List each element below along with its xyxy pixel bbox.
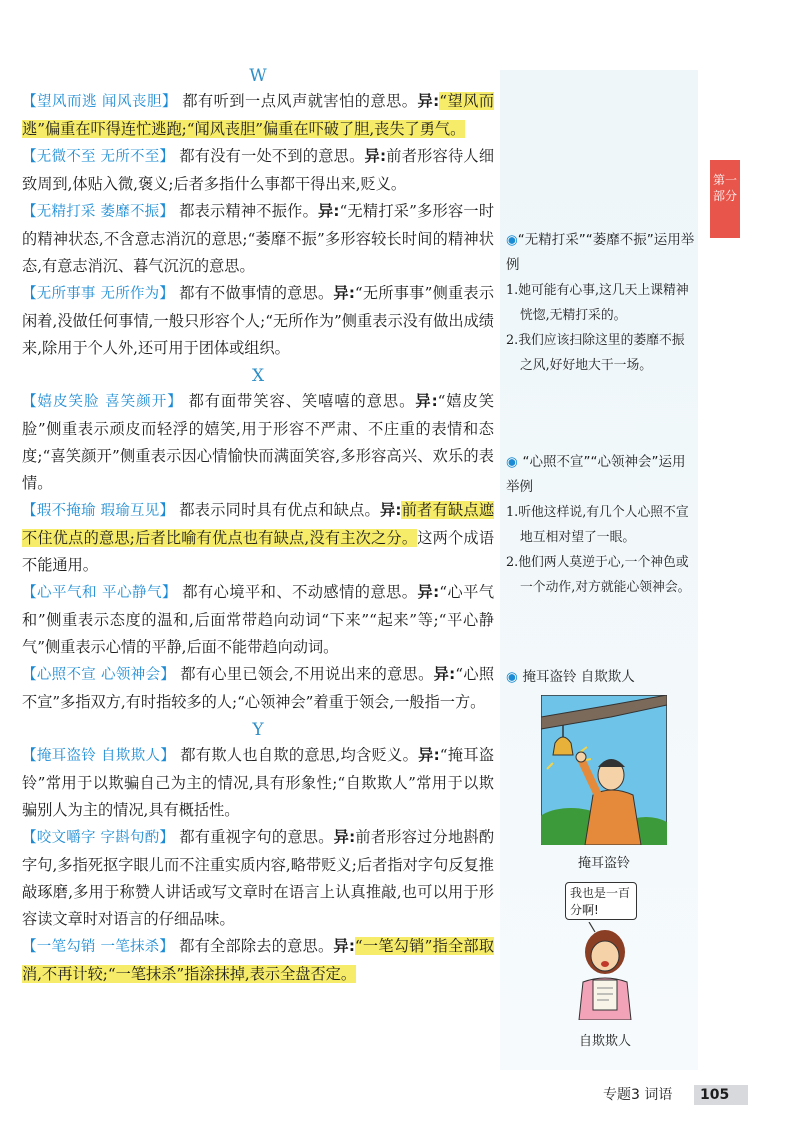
- entry-common: 都有听到一点风声就害怕的意思。: [182, 92, 418, 110]
- entry-term: 【瑕不掩瑜 瑕瑜互见】: [22, 503, 175, 519]
- bullet-icon: ◉: [506, 454, 523, 470]
- entry-diff: “无所事事”侧重表示闲着,没做任何事情,一般只形容个人;“无所作为”侧重表示没有做出成绩来,除用于个人外,还可用于团体或组织。: [22, 284, 495, 357]
- page-number: 105: [694, 1085, 748, 1105]
- entry-yi-label: 异:: [318, 202, 340, 220]
- part-tab: 第一部分: [710, 160, 740, 238]
- note-illustration-heading: [506, 665, 696, 690]
- speech-bubble: 我也是一百分啊!: [565, 882, 637, 920]
- entry-common: 都表示精神不振作。: [179, 202, 318, 220]
- entry-diff: “心平气和”侧重表示态度的温和,后面常带趋向动词“下来”“起来”等;“平心静气”侧重表示心情的平静,后面不能带趋向动词。: [22, 583, 495, 656]
- entry-diff: 前者形容待人细致周到,体贴入微,褒义;后者多指什么事都干得出来,贬义。: [22, 147, 495, 193]
- note-usage-2: [506, 450, 696, 600]
- entry-common: 都有全部除去的意思。: [179, 937, 334, 955]
- entry-yi-label: 异:: [433, 665, 456, 683]
- note-heading: [506, 665, 696, 690]
- entry-common: 都有心境平和、不动感情的意思。: [182, 583, 418, 601]
- entry-common: 都有不做事情的意思。: [179, 284, 334, 302]
- entry-yi-label: 异:: [418, 746, 440, 764]
- note-heading-text: “无精打采”“萎靡不振”运用举例: [506, 232, 695, 273]
- entry-term: 【心照不宣 心领神会】: [22, 667, 176, 683]
- entry-diff-highlight: 前者有缺点遮不住优点的意思;后者比喻有优点也有缺点,没有主次之分。: [22, 501, 495, 547]
- entry-common: 都有没有一处不到的意思。: [179, 147, 365, 165]
- entry-0: [22, 88, 494, 143]
- main-column: [22, 62, 494, 988]
- entry-yi-label: 异:: [333, 828, 356, 846]
- illustration-girl-score: [565, 922, 645, 1020]
- illustration-caption-1: 掩耳盗铃: [577, 856, 630, 871]
- note-example: 2.我们应该扫除这里的萎靡不振之风,好好地大干一场。: [506, 333, 685, 373]
- entry-term: 【无精打采 萎靡不振】: [22, 204, 175, 220]
- entry-term: 【无微不至 无所不至】: [22, 149, 175, 165]
- entry-term: 【心平气和 平心静气】: [22, 585, 177, 601]
- entry-term: 【望风而逃 闻风丧胆】: [22, 94, 177, 110]
- entry-yi-label: 异:: [417, 92, 440, 110]
- page-footer: [0, 1085, 800, 1105]
- entry-6: [22, 579, 494, 661]
- section-letter-w: W: [249, 66, 267, 86]
- entry-7: [22, 661, 494, 716]
- entry-term: 【咬文嚼字 字斟句酌】: [22, 830, 175, 846]
- entry-diff: “无精打采”多形容一时的精神状态,不含意志消沉的意思;“萎靡不振”多形容较长时间的精神状态,有意志消沉、暮气沉沉的意思。: [22, 202, 495, 275]
- entry-10: [22, 933, 494, 988]
- entry-common: 都有心里已领会,不用说出来的意思。: [180, 665, 434, 683]
- entry-term: 【一笔勾销 一笔抹杀】: [22, 939, 175, 955]
- section-letter-x: X: [251, 366, 265, 386]
- note-example: 1.听他这样说,有几个人心照不宣地互相对望了一眼。: [506, 505, 689, 545]
- note-example: 1.她可能有心事,这几天上课精神恍惚,无精打采的。: [506, 283, 689, 323]
- entry-diff: “嬉皮笑脸”侧重表示顽皮而轻浮的嬉笑,用于形容不严肃、不庄重的表情和态度;“喜笑颜开”侧重表示因心情愉快而满面笑容,多形容高兴、欢乐的表情。: [22, 392, 495, 492]
- entry-diff-highlight: “望风而逃”偏重在吓得连忙逃跑;“闻风丧胆”偏重在吓破了胆,丧失了勇气。: [22, 92, 495, 138]
- entry-yi-label: 异:: [417, 583, 440, 601]
- note-heading: [506, 228, 696, 278]
- entry-1: [22, 143, 494, 198]
- illustration-bell-thief: [541, 695, 667, 845]
- entry-3: [22, 280, 494, 362]
- entry-diff: 前者形容过分地斟酌字句,多指死抠字眼儿而不注重实质内容,略带贬义;后者指对字句反复推敲琢磨,多用于称赞人讲话或写文章时在语言上认真推敲,也可以用于形容读文章时对语言的仔细品味。: [22, 828, 495, 928]
- entry-common: 都有面带笑容、笑嘻嘻的意思。: [188, 392, 416, 410]
- note-example: 2.他们两人莫逆于心,一个神色或一个动作,对方就能心领神会。: [506, 555, 691, 595]
- entry-term: 【掩耳盗铃 自欺欺人】: [22, 748, 176, 764]
- entry-common: 都有欺人也自欺的意思,均含贬义。: [180, 746, 419, 764]
- note-heading: [506, 450, 696, 500]
- entry-9: [22, 824, 494, 933]
- entry-2: [22, 198, 494, 280]
- entry-yi-label: 异:: [379, 501, 402, 519]
- footer-section-label: 专题3 词语: [603, 1087, 673, 1103]
- entry-common: 都有重视字句的意思。: [179, 828, 334, 846]
- entry-yi-label: 异:: [333, 937, 355, 955]
- entry-yi-label: 异:: [333, 284, 355, 302]
- bullet-icon: ◉: [506, 232, 518, 248]
- note-usage-1: [506, 228, 696, 378]
- entry-diff: “心照不宣”多指双方,有时指较多的人;“心领神会”着重于领会,一般指一方。: [22, 665, 495, 711]
- section-letter-y: Y: [252, 720, 264, 740]
- entry-term: 【无所事事 无所作为】: [22, 286, 175, 302]
- note-heading-text: “心照不宣”“心领神会”运用举例: [506, 454, 686, 495]
- bullet-icon: ◉: [506, 669, 523, 685]
- entry-5: [22, 497, 494, 579]
- illustration-caption-2: 自欺欺人: [578, 1034, 631, 1049]
- entry-yi-label: 异:: [364, 147, 387, 165]
- entry-diff: 这两个成语不能通用。: [22, 529, 495, 574]
- entry-diff: “掩耳盗铃”常用于以欺骗自己为主的情况,具有形象性;“自欺欺人”常用于以欺骗别人为主的情况,具有概括性。: [22, 746, 495, 819]
- entry-yi-label: 异:: [415, 392, 438, 410]
- entry-4: [22, 388, 494, 497]
- note-heading-text: 掩耳盗铃 自欺欺人: [522, 669, 635, 685]
- entry-8: [22, 742, 494, 824]
- entry-diff-highlight: “一笔勾销”指全部取消,不再计较;“一笔抹杀”指涂抹掉,表示全盘否定。: [22, 937, 495, 983]
- entry-term: 【嬉皮笑脸 喜笑颜开】: [22, 394, 183, 410]
- entry-common: 都表示同时具有优点和缺点。: [179, 501, 380, 519]
